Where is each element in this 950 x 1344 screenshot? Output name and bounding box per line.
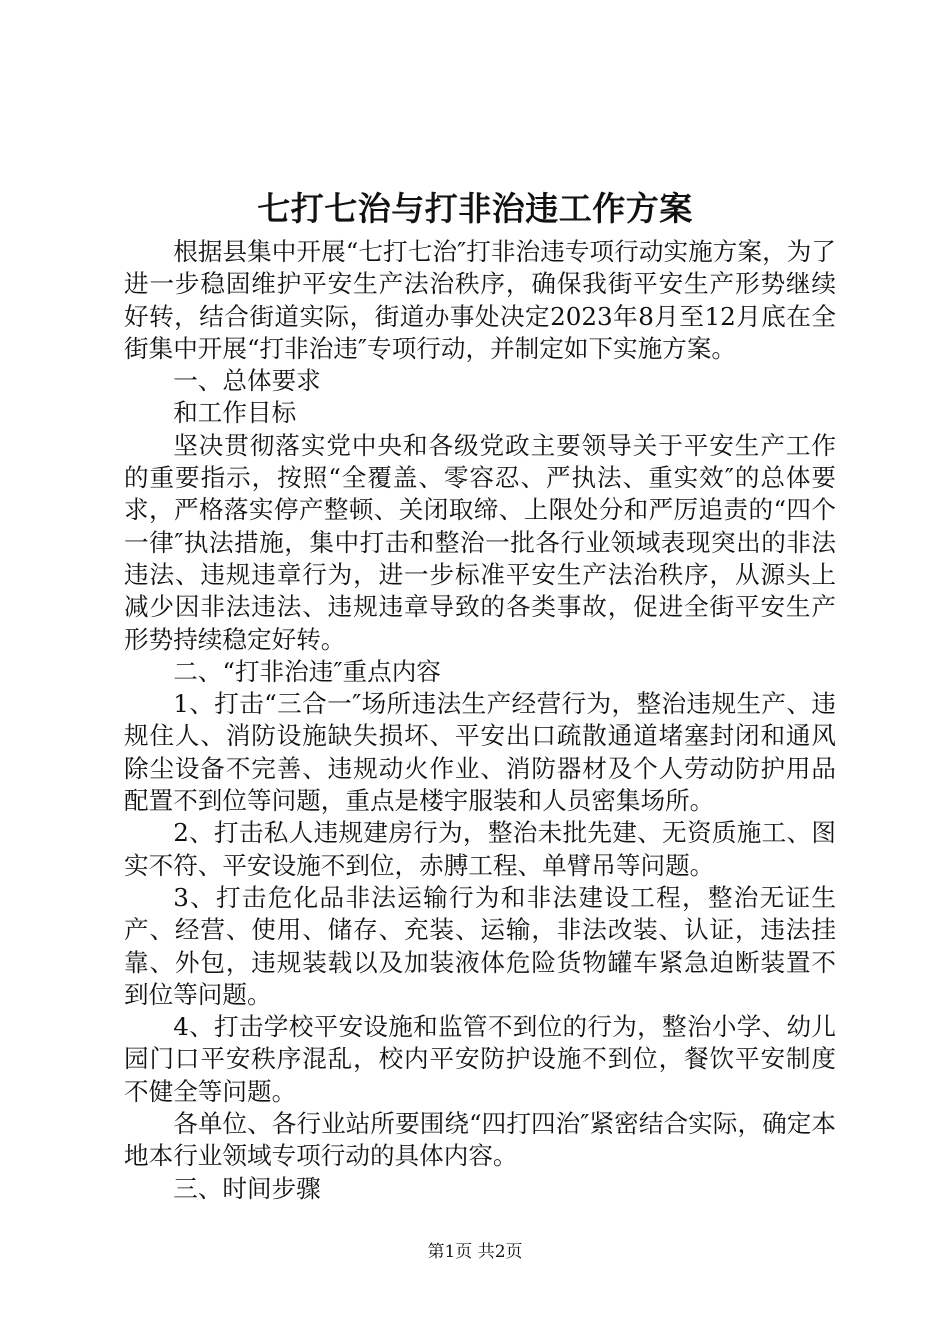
- paragraph-item-2: 2、打击私人违规建房行为，整治未批先建、无资质施工、图实不符、平安设施不到位，赤膊工程、单臂吊等问题。: [124, 818, 836, 880]
- paragraph-intro: 根据县集中开展“七打七治″打非治违专项行动实施方案，为了进一步稳固维护平安生产法治秩序，确保我街平安生产形势继续好转，结合街道实际，街道办事处决定2023年8月至12月底在全街集中开展“打非治违″专项行动，并制定如下实施方案。: [124, 237, 836, 363]
- page-number: 第1页 共2页: [427, 1242, 523, 1262]
- paragraph-goals: 坚决贯彻落实党中央和各级党政主要领导关于平安生产工作的重要指示，按照“全覆盖、零容忍、严执法、重实效″的总体要求，严格落实停产整顿、关闭取缔、上限处分和严厉追责的“四个一律″执法措施，集中打击和整治一批各行业领域表现突出的非法违法、违规违章行为，进一步标准平安生产法治秩序，从源头上减少因非法违法、违规违章导致的各类事故，促进全街平安生产形势持续稳定好转。: [124, 430, 836, 654]
- document-title: 七打七治与打非治违工作方案: [257, 189, 693, 228]
- paragraph-item-1: 1、打击“三合一″场所违法生产经营行为，整治违规生产、违规住人、消防设施缺失损坏、平安出口疏散通道堵塞封闭和通风除尘设备不完善、违规动火作业、消防器材及个人劳动防护用品配置不到位等问题，重点是楼宇服装和人员密集场所。: [124, 689, 836, 816]
- paragraph-item-3: 3、打击危化品非法运输行为和非法建设工程，整治无证生产、经营、使用、储存、充装、运输，非法改装、认证，违法挂靠、外包，违规装载以及加装液体危险货物罐车紧急迫断装置不到位等问题。: [124, 882, 836, 1009]
- heading-work-goals: 和工作目标: [173, 398, 297, 428]
- document-body: [124, 236, 836, 1205]
- paragraph-units: 各单位、各行业站所要围绕“四打四治″紧密结合实际，确定本地本行业领域专项行动的具体内容。: [124, 1109, 836, 1171]
- paragraph-item-4: 4、打击学校平安设施和监管不到位的行为，整治小学、幼儿园门口平安秩序混乱，校内平安防护设施不到位，餐饮平安制度不健全等问题。: [124, 1012, 836, 1106]
- heading-time-steps: 三、时间步骤: [173, 1173, 321, 1203]
- heading-general-requirements: 一、总体要求: [173, 366, 321, 396]
- heading-key-content: 二、“打非治违″重点内容: [173, 656, 441, 686]
